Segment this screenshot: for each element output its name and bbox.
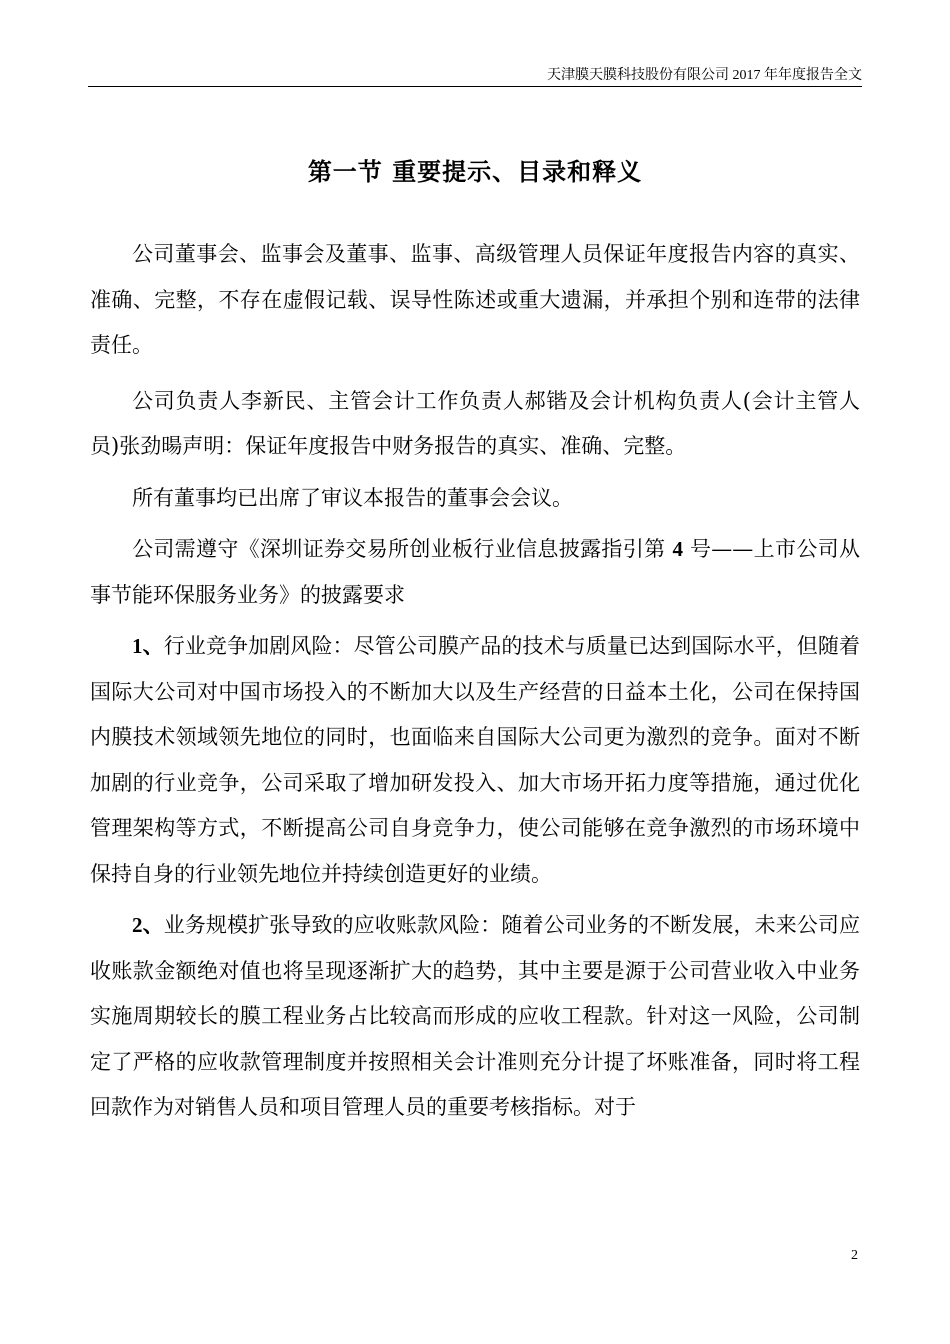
document-body xyxy=(90,232,860,1131)
paragraph-disclosure-guideline xyxy=(90,527,860,618)
risk-1-text: 行业竞争加剧风险：尽管公司膜产品的技术与质量已达到国际水平，但随着国际大公司对中国市场投入的不断加大以及生产经营的日益本土化，公司在保持国内膜技术领域领先地位的同时，也面临来自国际大公司更为激烈的竞争。面对不断加剧的行业竞争，公司采取了增加研发投入、加大市场开拓力度等措施，通过优化管理架构等方式，不断提高公司自身竞争力，使公司能够在竞争激烈的市场环境中保持自身的行业领先地位并持续创造更好的业绩。 xyxy=(90,634,861,886)
paragraph-responsible-persons: 公司负责人李新民、主管会计工作负责人郝锴及会计机构负责人(会计主管人员)张劲暘声明：保证年度报告中财务报告的真实、准确、完整。 xyxy=(90,388,860,458)
paragraph-board-guarantee: 公司董事会、监事会及董事、监事、高级管理人员保证年度报告内容的真实、准确、完整，不存在虚假记载、误导性陈述或重大遗漏，并承担个别和连带的法律责任。 xyxy=(90,242,860,357)
guideline-text-after: 号——上市公司从事节能环保服务业务》的披露要求 xyxy=(90,537,860,607)
guideline-text-before: 公司需遵守《深圳证券交易所创业板行业信息披露指引第 xyxy=(132,537,673,561)
paragraph-risk-receivables xyxy=(90,903,860,1131)
guideline-number: 4 xyxy=(672,537,683,561)
report-header: 天津膜天膜科技股份有限公司 2017 年年度报告全文 xyxy=(547,68,862,83)
paragraph-risk-competition xyxy=(90,624,860,897)
risk-2-number: 2、 xyxy=(132,913,164,937)
risk-1-number: 1、 xyxy=(132,634,164,658)
page-number: 2 xyxy=(851,1248,858,1263)
header-divider xyxy=(88,86,862,87)
paragraph-directors-attendance: 所有董事均已出席了审议本报告的董事会会议。 xyxy=(132,485,573,510)
risk-2-text: 业务规模扩张导致的应收账款风险：随着公司业务的不断发展，未来公司应收账款金额绝对值也将呈现逐渐扩大的趋势，其中主要是源于公司营业收入中业务实施周期较长的膜工程业务占比较高而形成的应收工程款。针对这一风险，公司制定了严格的应收款管理制度并按照相关会计准则充分计提了坏账准备，同时将工程回款作为对销售人员和项目管理人员的重要考核指标。对于 xyxy=(90,913,861,1119)
section-title: 第一节 重要提示、目录和释义 xyxy=(307,157,643,186)
